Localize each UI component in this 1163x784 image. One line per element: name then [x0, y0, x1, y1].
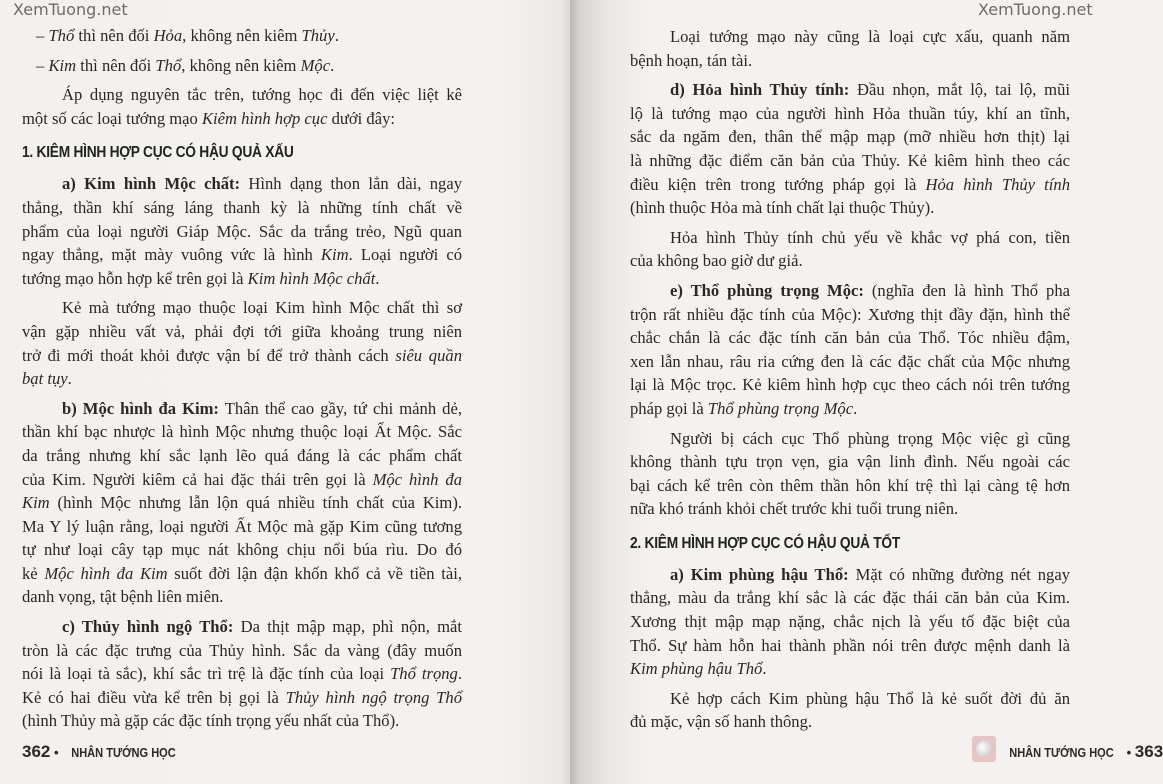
text-line	[22, 585, 462, 609]
watermark: XemTuong.net	[13, 0, 128, 19]
text-line	[630, 450, 1070, 474]
text-run: Kẻ mà tướng mạo thuộc loại Kim hình Mộc chất thì sơ	[62, 298, 462, 318]
text-run: Mặt có những đường nét ngay	[848, 564, 1071, 584]
text-run: Da thịt mập mạp, phì nộn, mắt	[233, 617, 462, 637]
text-run: Ma Y lý luận rằng, loại người Ất Mộc mà gặp Kim cũng tương	[22, 516, 462, 536]
text-line	[22, 367, 462, 391]
italic-term: Hỏa hình Thủy tính	[925, 174, 1070, 194]
running-header: NHÂN TƯỚNG HỌC	[71, 745, 176, 760]
text-line	[630, 49, 1070, 73]
italic-term: Thổ trọng	[390, 664, 458, 684]
text-run: tự như loại cây tạp mục nát không chịu nổi búa rìu. Do đó	[22, 540, 462, 560]
text-line	[22, 709, 462, 733]
text-line	[22, 662, 462, 686]
text-run: nói là loại tà sắc), khí sắc trì trệ là đặc tính của loại	[22, 664, 391, 684]
italic-term: Thủy hình ngộ trọng Thổ	[285, 687, 462, 707]
text-line	[22, 515, 462, 539]
text-run: thần khí bạc nhược là hình Mộc nhưng thuộc loại Ất Mộc. Sắc	[22, 422, 462, 442]
text-line	[630, 427, 1070, 451]
text-line	[630, 710, 1070, 734]
bold-term: c) Thủy hình ngộ Thổ:	[62, 617, 234, 637]
text-line	[22, 444, 462, 468]
text-line	[630, 657, 1070, 681]
page-number: 362	[22, 742, 51, 761]
italic-term: Thổ	[155, 55, 182, 75]
bold-term: d) Hỏa hình Thủy tính:	[670, 80, 850, 100]
italic-term: Kim	[22, 493, 50, 513]
text-line	[630, 102, 1070, 126]
text-run: tròn là các đặc trưng của Thủy hình. Sắc da vàng (đây muốn	[22, 640, 462, 660]
page-footer-right	[1000, 742, 1163, 762]
text-line	[630, 226, 1070, 250]
text-run: trở đi mới thoát khỏi được vận bí để trở thành cách	[22, 345, 396, 365]
italic-term: Kim	[48, 55, 77, 75]
text-line	[630, 634, 1070, 658]
text-run: .	[375, 268, 380, 288]
text-run: (hình thuộc Hỏa mà tính chất lại thuộc Thủy).	[630, 198, 935, 218]
section-heading: 2. KIÊM HÌNH HỢP CỤC CÓ HẬU QUẢ TỐT	[630, 534, 901, 552]
running-header: NHÂN TƯỚNG HỌC	[1009, 745, 1114, 760]
text-run: Thân thể cao gầy, tứ chi mảnh dẻ,	[218, 398, 462, 418]
italic-term: Thổ phùng trọng Mộc	[707, 398, 854, 418]
watermark: XemTuong.net	[978, 0, 1093, 19]
paragraph	[22, 24, 462, 48]
text-run: xen lẫn nhau, râu ria cứng đen là các đặc chất của Mộc nhưng	[630, 351, 1070, 371]
paragraph	[630, 226, 1070, 273]
text-line	[22, 491, 462, 515]
text-run: –	[36, 26, 49, 45]
text-line	[22, 468, 462, 492]
text-line	[630, 196, 1070, 220]
paragraph	[630, 687, 1070, 734]
text-line	[630, 326, 1070, 350]
text-run: Kẻ hợp cách Kim phùng hậu Thổ là kẻ suốt đời đủ ăn	[670, 688, 1070, 708]
text-line	[630, 78, 1070, 102]
text-line	[22, 267, 462, 291]
right-page	[570, 0, 1163, 784]
italic-term: Kim phùng hậu Thổ	[630, 659, 763, 679]
text-run: .	[67, 369, 72, 389]
text-run: trộn rất nhiều đặc tính của Mộc): Xương thịt đầy đặn, hình thể	[630, 304, 1070, 324]
text-line	[630, 497, 1070, 521]
text-line	[630, 249, 1070, 273]
text-line	[630, 25, 1070, 49]
italic-term: Hỏa	[153, 26, 183, 45]
text-line	[22, 54, 462, 78]
text-run: thẳng, thần khí sáng láng thanh kỳ là những tính chất về	[22, 197, 462, 217]
text-line	[630, 610, 1070, 634]
text-run: (nghĩa đen là hình Thổ pha	[863, 280, 1070, 300]
text-run: là những đặc điểm căn bản của Thủy. Kẻ kiêm hình theo các	[630, 150, 1070, 170]
text-line	[22, 420, 462, 444]
text-run: , không nên kiêm	[182, 26, 302, 45]
text-run: của Kim. Người kiêm cả hai đặc thái trên gọi là	[22, 469, 373, 489]
text-line	[22, 397, 462, 421]
separator: •	[54, 745, 59, 760]
text-line	[22, 344, 462, 368]
text-run: phẩm của loại người Giáp Mộc. Sắc da trắng trẻo, Ngũ quan	[22, 221, 462, 241]
text-line	[22, 562, 462, 586]
text-run: –	[36, 55, 49, 75]
text-run: .	[334, 26, 339, 45]
text-run: Hình dạng thon lẳn dài, ngay	[240, 174, 462, 194]
italic-term: Kim	[320, 245, 349, 265]
text-line	[22, 615, 462, 639]
paragraph	[22, 83, 462, 130]
separator: •	[1126, 745, 1132, 760]
italic-term: Mộc	[300, 55, 331, 75]
left-page	[0, 0, 570, 784]
paragraph	[630, 25, 1070, 72]
paragraph	[630, 427, 1070, 521]
text-run: da trắng nhưng khí sắc lạnh lẽo quá đáng là các phẩm chất	[22, 445, 462, 465]
text-run: điều kiện trên trong tướng pháp gọi là	[630, 174, 926, 194]
text-run: không thành tựu trọn vẹn, gia vận linh đình. Nếu ngoài các	[630, 452, 1070, 472]
text-run: thì nên đối	[74, 26, 154, 45]
italic-term: Mộc hình đa	[372, 469, 462, 489]
section-heading: 1. KIÊM HÌNH HỢP CỤC CÓ HẬU QUẢ XẤU	[22, 144, 294, 162]
text-line	[22, 296, 462, 320]
text-run: của không bao giờ dư giả.	[630, 251, 803, 271]
text-run: .	[853, 398, 858, 418]
paragraph	[630, 563, 1070, 681]
left-page-body	[22, 24, 462, 733]
text-run: .	[330, 55, 335, 75]
text-run: danh vọng, tật bệnh liên miên.	[22, 587, 224, 607]
text-line	[22, 538, 462, 562]
italic-term: Thủy	[301, 26, 335, 45]
text-run: đủ mặc, vận số hanh thông.	[630, 712, 813, 732]
text-line	[22, 686, 462, 710]
text-run: Thổ. Sự hàm hỗn hai thành phần nói trên được mệnh danh là	[630, 635, 1070, 655]
text-run: vận gặp nhiều vất vả, phải đợi tới giữa khoảng trung niên	[22, 321, 462, 341]
bold-term: a) Kim hình Mộc chất:	[62, 174, 241, 194]
text-run: pháp gọi là	[630, 398, 708, 418]
bold-term: b) Mộc hình đa Kim:	[62, 398, 219, 418]
text-run: Người bị cách cục Thổ phùng trọng Mộc việc gì cũng	[670, 428, 1070, 448]
paragraph	[22, 397, 462, 609]
italic-term: siêu quần	[395, 345, 462, 365]
text-line	[22, 196, 462, 220]
text-run: thì nên đối	[76, 55, 156, 75]
italic-term: Mộc hình đa Kim	[44, 563, 168, 583]
text-run: suốt đời lận đận khốn khổ cả về tiền tài,	[167, 563, 463, 583]
text-run: thẳng, màu da trắng khí sắc là các đặc thái căn bản của Kim.	[630, 588, 1070, 608]
paragraph	[22, 54, 462, 78]
text-run: Xương thịt mập mạp nặng, chắc nịch là yếu tố đặc biệt của	[630, 612, 1070, 632]
paragraph	[630, 279, 1070, 421]
text-line	[630, 586, 1070, 610]
text-line	[22, 107, 462, 131]
text-line	[22, 320, 462, 344]
paragraph	[22, 615, 462, 733]
text-run: lộ là tướng mạo của người hình Hỏa thuần túy, khí an tĩnh,	[630, 103, 1070, 123]
text-run: Hỏa hình Thủy tính chủ yếu về khắc vợ phá con, tiền	[670, 227, 1070, 247]
text-run: . Loại người có	[348, 245, 463, 265]
italic-term: Kiêm hình hợp cục	[201, 108, 328, 128]
text-line	[22, 639, 462, 663]
text-run: (hình Mộc nhưng lẫn lộn quá nhiều tính chất của Kim).	[49, 493, 462, 513]
text-run: lại là Mộc trọc. Kẻ kiêm hình hợp cục theo cách nói trên tướng	[630, 375, 1070, 395]
page-number: 363	[1134, 742, 1163, 761]
text-line	[22, 172, 462, 196]
italic-term: Kim hình Mộc chất	[247, 268, 376, 288]
page-footer-left	[22, 742, 185, 762]
text-line	[630, 173, 1070, 197]
text-run: (hình Thủy mà gặp các đặc tính trọng yếu nhất của Thổ).	[22, 711, 400, 731]
text-run: một số các loại tướng mạo	[22, 108, 202, 128]
text-run: Kẻ có hai điều vừa kể trên bị gọi là	[22, 687, 286, 707]
bold-term: a) Kim phùng hậu Thổ:	[670, 564, 849, 584]
text-line	[630, 279, 1070, 303]
text-run: Đầu nhọn, mắt lộ, tai lộ, mũi	[849, 80, 1070, 100]
text-run: sắc da ngăm đen, thân thể mập mạp (mỡ nhiều hơn thịt) lại	[630, 127, 1070, 147]
text-line	[630, 350, 1070, 374]
text-run: tướng mạo hỗn hợp kể trên gọi là	[22, 268, 248, 288]
text-line	[630, 373, 1070, 397]
text-run: Loại tướng mạo này cũng là loại cực xấu, quanh năm	[670, 27, 1070, 46]
text-line	[630, 474, 1070, 498]
text-run: ngay thẳng, mặt mày vuông vức là hình	[22, 245, 321, 265]
text-line	[630, 563, 1070, 587]
text-line	[630, 149, 1070, 173]
text-run: .	[457, 664, 463, 684]
text-line	[630, 303, 1070, 327]
text-line	[630, 397, 1070, 421]
paragraph	[22, 296, 462, 390]
text-run: , không nên kiêm	[181, 55, 301, 75]
text-run: bệnh hoạn, tán tài.	[630, 50, 753, 70]
right-page-body	[630, 25, 1070, 734]
text-line	[630, 687, 1070, 711]
text-line	[22, 24, 462, 48]
text-run: Áp dụng nguyên tắc trên, tướng học đi đến việc liệt kê	[62, 85, 462, 105]
italic-term: Thổ	[48, 26, 75, 45]
text-run: kẻ	[22, 563, 45, 583]
text-run: dưới đây:	[327, 108, 395, 128]
italic-term: bạt tụy	[22, 369, 68, 389]
bold-term: e) Thổ phùng trọng Mộc:	[670, 280, 864, 300]
text-run: nữa khó tránh khỏi chết trước khi tuổi trung niên.	[630, 499, 959, 519]
site-logo-icon	[972, 736, 996, 762]
text-run: .	[762, 659, 767, 679]
text-run: bại cách kể trên còn thêm thần hôn khí trệ thì lại càng tệ hơn	[630, 475, 1070, 495]
text-line	[22, 243, 462, 267]
paragraph	[22, 172, 462, 290]
text-run: chắc chắn là các đặc tính căn bản của Thổ. Tóc nhiều đậm,	[630, 328, 1070, 348]
text-line	[22, 220, 462, 244]
text-line	[630, 125, 1070, 149]
paragraph	[630, 78, 1070, 220]
text-line	[22, 83, 462, 107]
